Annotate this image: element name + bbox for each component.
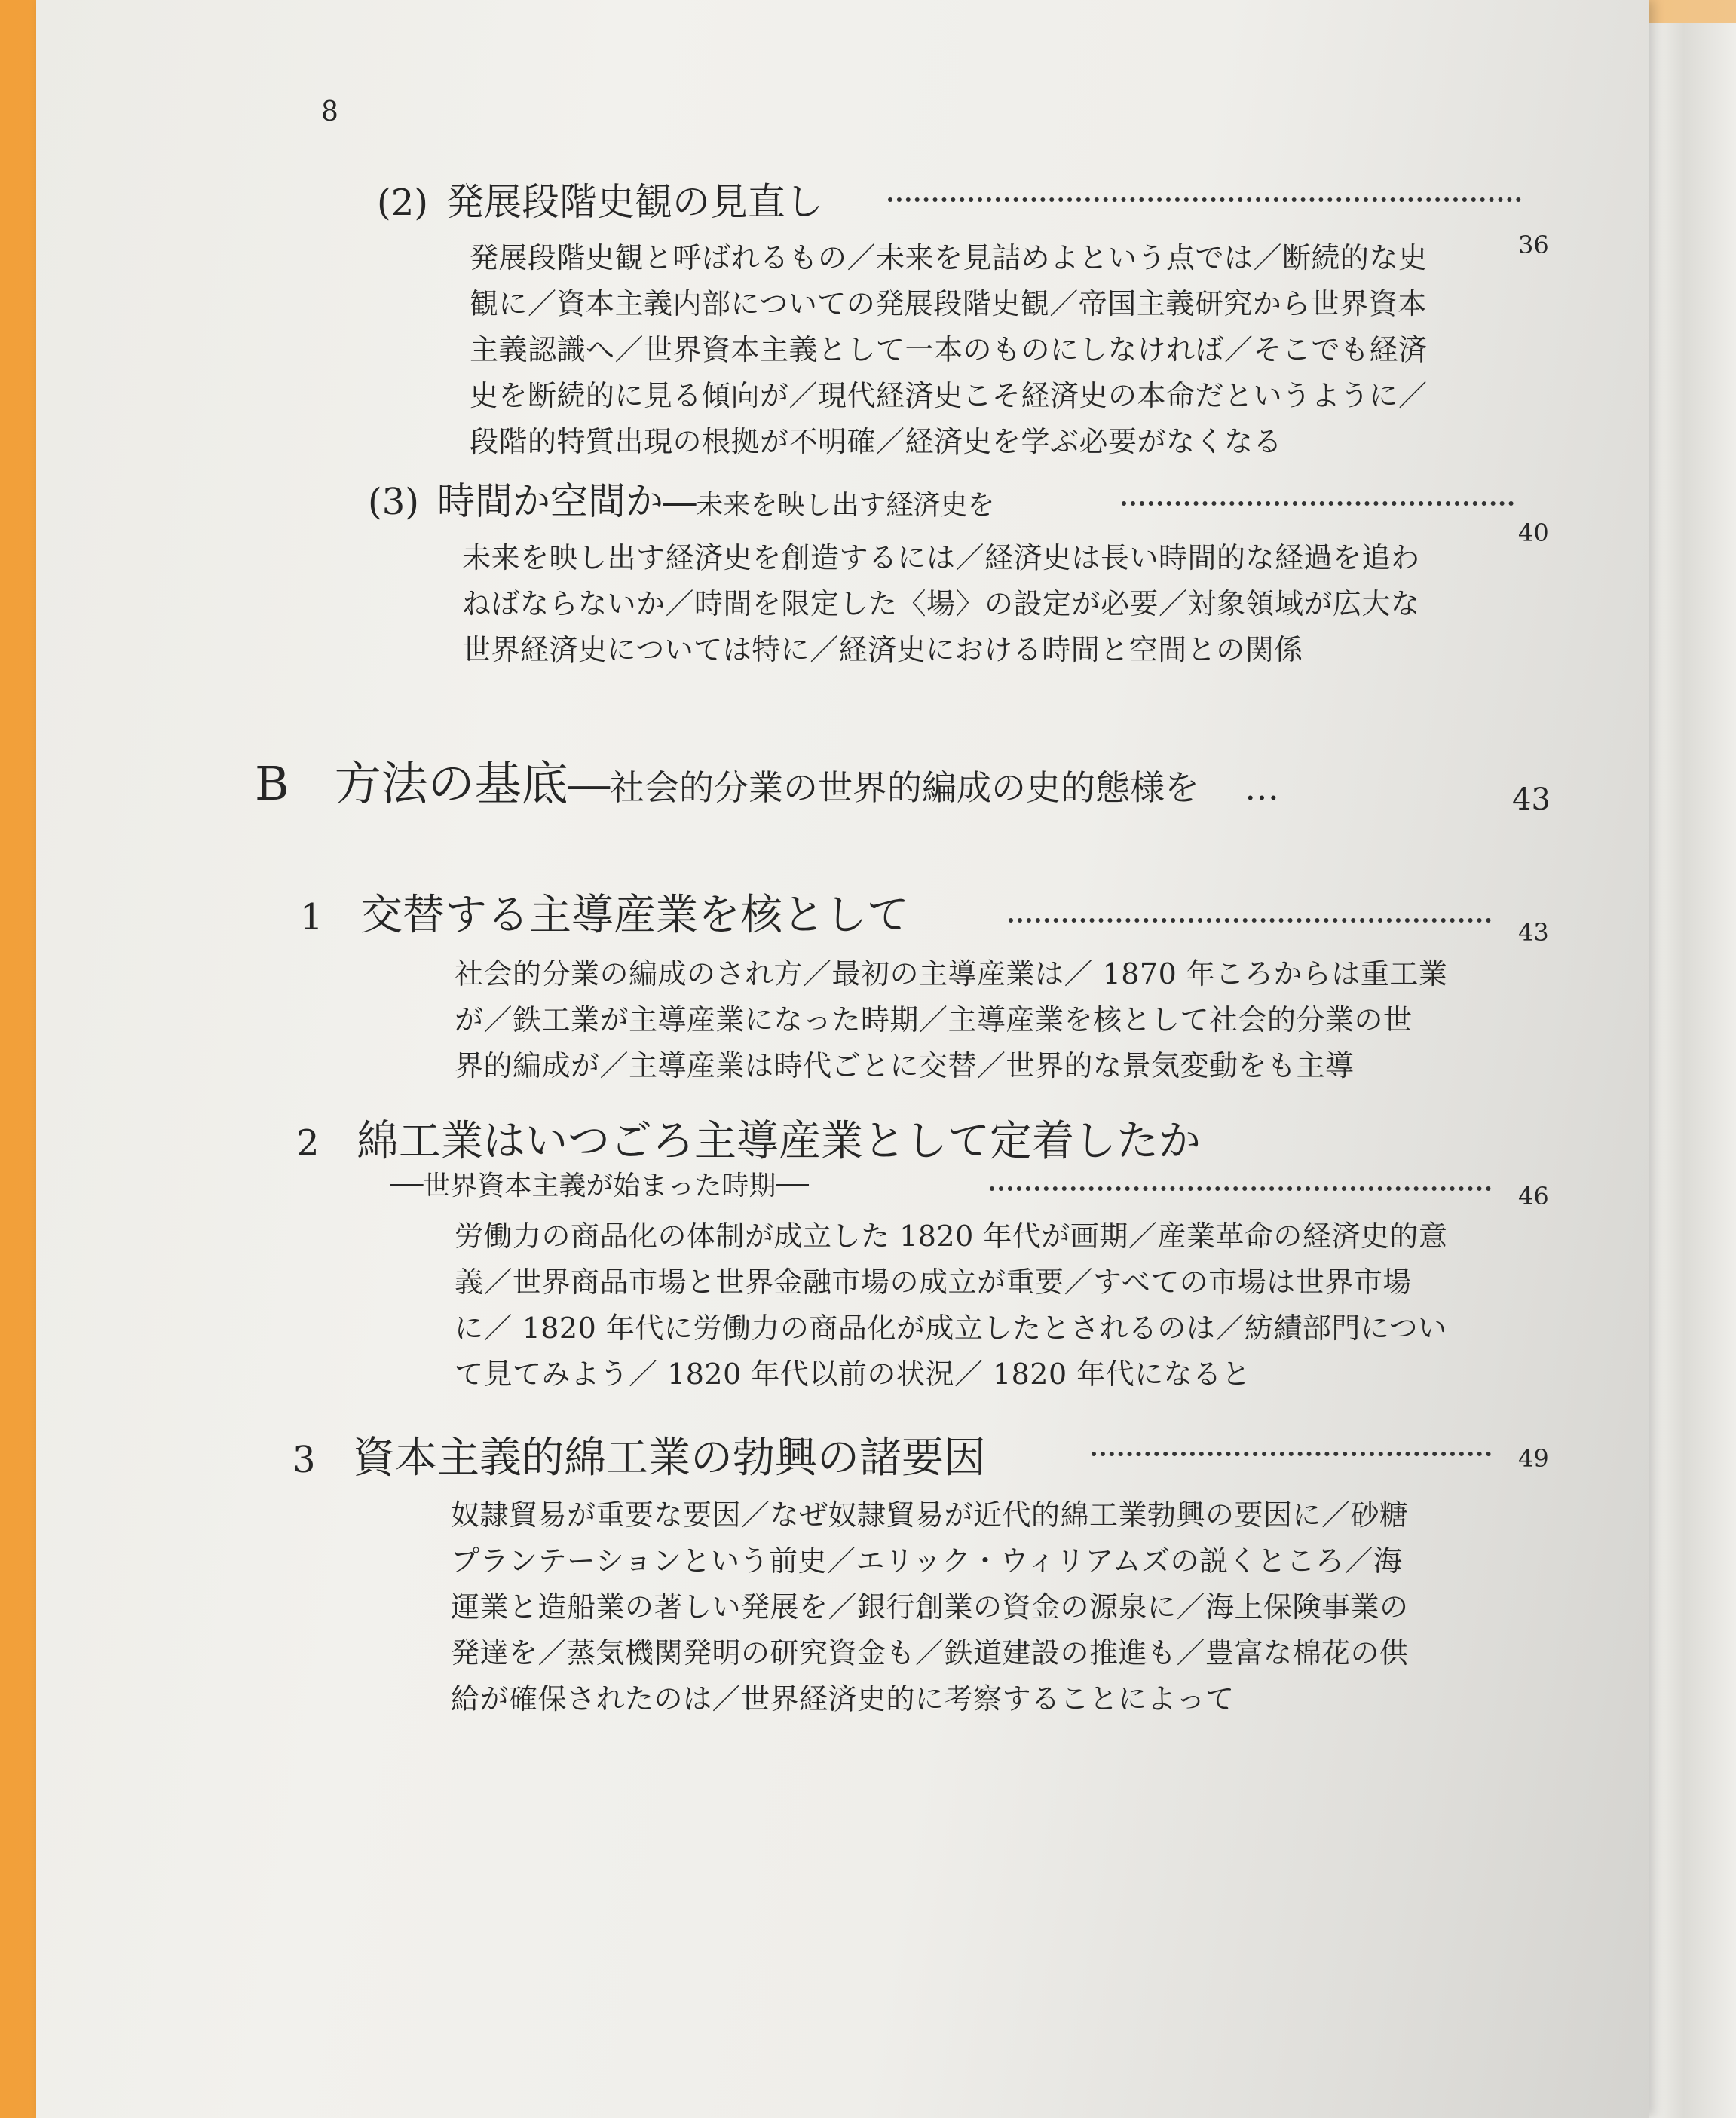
description-line: 界的編成が／主導産業は時代ごとに交替／世界的な景気変動をも主導 xyxy=(455,1049,1355,1082)
chapter-number: 3 xyxy=(292,1439,316,1481)
toc-page-ref: 43 xyxy=(1512,782,1551,817)
book-page xyxy=(36,0,1649,2118)
dot-leader xyxy=(990,1186,1491,1191)
toc-page-ref: 36 xyxy=(1518,231,1549,259)
toc-entry-title: 発展段階史観の見直し xyxy=(446,180,823,224)
description-line: 主義認識へ／世界資本主義として一本のものにしなければ／そこでも経済 xyxy=(470,333,1428,366)
chapter-description xyxy=(451,1492,1409,1722)
toc-page-ref: 40 xyxy=(1518,519,1549,547)
description-line: 労働力の商品化の体制が成立した 1820 年代が画期／産業革命の経済史的意 xyxy=(455,1220,1448,1253)
description-line: 運業と造船業の著しい発展を／銀行創業の資金の源泉に／海上保険事業の xyxy=(451,1590,1409,1624)
description-line: て見てみよう／ 1820 年代以前の状況／ 1820 年代になると xyxy=(455,1357,1251,1391)
description-line: に／ 1820 年代に労働力の商品化が成立したとされるのは／紡績部門につい xyxy=(455,1312,1447,1345)
description-line: 観に／資本主義内部についての発展段階史観／帝国主義研究から世界資本 xyxy=(470,287,1427,320)
toc-entry-subtitle: ──未来を映し出す経済史を xyxy=(663,490,995,521)
description-line: 奴隷貿易が重要な要因／なぜ奴隷貿易が近代的綿工業勃興の要因に／砂糖 xyxy=(451,1498,1409,1532)
toc-page-ref: 46 xyxy=(1518,1182,1549,1211)
chapter-description xyxy=(455,1214,1447,1397)
description-line: ねばならないか／時間を限定した〈場〉の設定が必要／対象領域が広大な xyxy=(462,587,1420,620)
toc-page-ref: 43 xyxy=(1518,918,1549,947)
chapter-number: 1 xyxy=(300,896,323,938)
chapter-title: 資本主義的綿工業の勃興の諸要因 xyxy=(353,1434,986,1483)
section-heading xyxy=(255,746,1279,813)
description-line: 給が確保されたのは／世界経済史的に考察することによって xyxy=(451,1682,1235,1716)
description-line: 発展段階史観と呼ばれるもの／未来を見詰めよという点では／断続的な史 xyxy=(470,241,1428,274)
section-subtitle: ──社会的分業の世界的編成の史的態様を xyxy=(568,767,1199,808)
description-line: が／鉄工業が主導産業になった時期／主導産業を核として社会的分業の世 xyxy=(455,1003,1413,1036)
description-line: 段階的特質出現の根拠が不明確／経済史を学ぶ必要がなくなる xyxy=(470,425,1283,458)
chapter-heading xyxy=(300,882,909,942)
section-ellipsis: … xyxy=(1244,767,1279,808)
description-line: 未来を映し出す経済史を創造するには／経済史は長い時間的な経過を追わ xyxy=(462,541,1420,574)
dot-leader xyxy=(888,197,1521,202)
chapter-title: 交替する主導産業を核として xyxy=(360,891,909,940)
chapter-heading xyxy=(292,1425,986,1485)
description-line: 義／世界商品市場と世界金融市場の成立が重要／すべての市場は世界市場 xyxy=(455,1266,1412,1299)
chapter-description xyxy=(455,951,1447,1089)
description-line: 史を断続的に見る傾向が／現代経済史こそ経済史の本命だというように／ xyxy=(470,379,1428,412)
dot-leader xyxy=(1092,1452,1491,1456)
description-line: 世界経済史については特に／経済史における時間と空間との関係 xyxy=(462,633,1303,666)
toc-entry-title: 時間か空間か xyxy=(437,479,663,523)
chapter-number: 2 xyxy=(296,1122,320,1165)
chapter-title: 綿工業はいつごろ主導産業として定着したか xyxy=(357,1117,1201,1166)
toc-page-ref: 49 xyxy=(1518,1444,1549,1473)
description-line: プランテーションという前史／エリック・ウィリアムズの説くところ／海 xyxy=(451,1544,1403,1578)
toc-entry-heading xyxy=(377,172,823,226)
toc-entry-number: (3) xyxy=(368,481,419,523)
section-title: 方法の基底 xyxy=(334,756,568,811)
toc-entry-heading xyxy=(368,471,994,525)
toc-entry-number: (2) xyxy=(377,182,428,224)
chapter-heading xyxy=(296,1108,1201,1168)
toc-entry-description xyxy=(470,235,1428,465)
dot-leader xyxy=(1009,918,1491,923)
description-line: 発達を／蒸気機関発明の研究資金も／鉄道建設の推進も／豊富な棉花の供 xyxy=(451,1636,1409,1670)
dot-leader xyxy=(1122,501,1514,506)
section-letter: B xyxy=(255,756,289,811)
description-line: 社会的分業の編成のされ方／最初の主導産業は／ 1870 年ころからは重工業 xyxy=(455,957,1448,990)
toc-entry-description xyxy=(462,535,1420,673)
chapter-subtitle: ──世界資本主義が始まった時期── xyxy=(390,1171,809,1201)
page-number: 8 xyxy=(321,96,338,127)
